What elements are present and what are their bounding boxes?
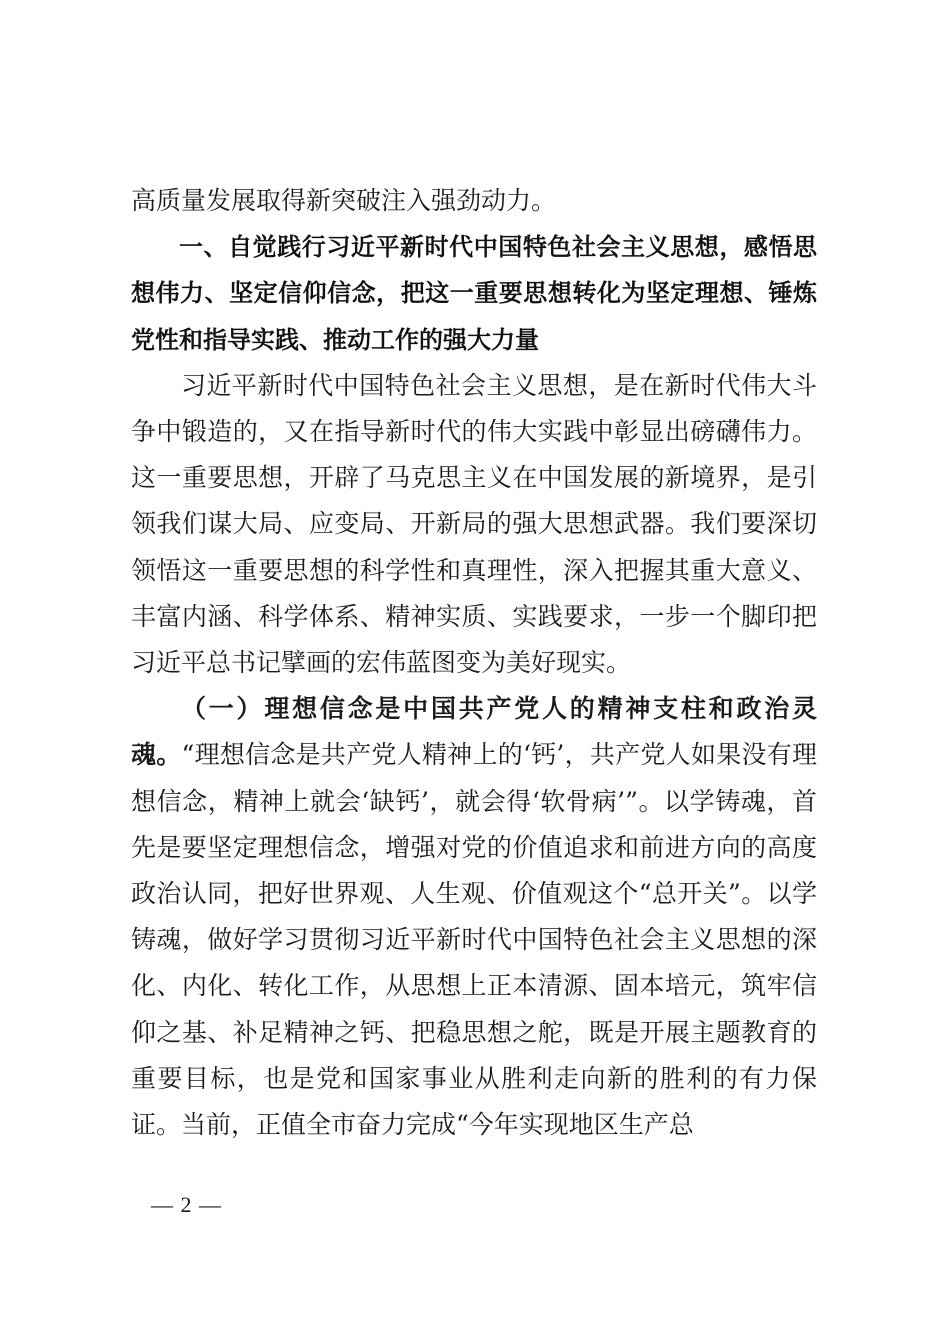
document-body bbox=[131, 178, 817, 1148]
subsection-body: “理想信念是共产党人精神上的‘钙’，共产党人如果没有理想信念，精神上就会‘缺钙’，就会得‘软骨病’”。以学铸魂，首先是要坚定理想信念，增强对党的价值追求和前进方向的高度政治认同，把好世界观、人生观、价值观这个“总开关”。以学铸魂，做好学习贯彻习近平新时代中国特色社会主义思想的深化、内化、转化工作，从思想上正本清源、固本培元，筑牢信仰之基、补足精神之钙、把稳思想之舵，既是开展主题教育的重要目标，也是党和国家事业从胜利走向新的胜利的有力保证。当前，正值全市奋力完成“今年实现地区生产总 bbox=[131, 740, 817, 1140]
continuation-paragraph: 高质量发展取得新突破注入强劲动力。 bbox=[131, 186, 557, 215]
subsection-heading: （一）理想信念是中国共产党人的精神支柱和政治灵魂。 bbox=[131, 694, 817, 770]
page-number: — 2 — bbox=[151, 1192, 222, 1217]
body-paragraph: 习近平新时代中国特色社会主义思想，是在新时代伟大斗争中锻造的，又在指导新时代的伟大实践中彰显出磅礴伟力。这一重要思想，开辟了马克思主义在中国发展的新境界，是引领我们谋大局、应变局、开新局的强大思想武器。我们要深切领悟这一重要思想的科学性和真理性，深入把握其重大意义、丰富内涵、科学体系、精神实质、实践要求，一步一个脚印把习近平总书记擘画的宏伟蓝图变为美好现实。 bbox=[131, 370, 817, 678]
subsection-paragraph bbox=[131, 686, 817, 1148]
section-heading: 一、自觉践行习近平新时代中国特色社会主义思想，感悟思想伟力、坚定信仰信念，把这一重要思想转化为坚定理想、锤炼党性和指导实践、推动工作的强大力量 bbox=[131, 233, 817, 354]
